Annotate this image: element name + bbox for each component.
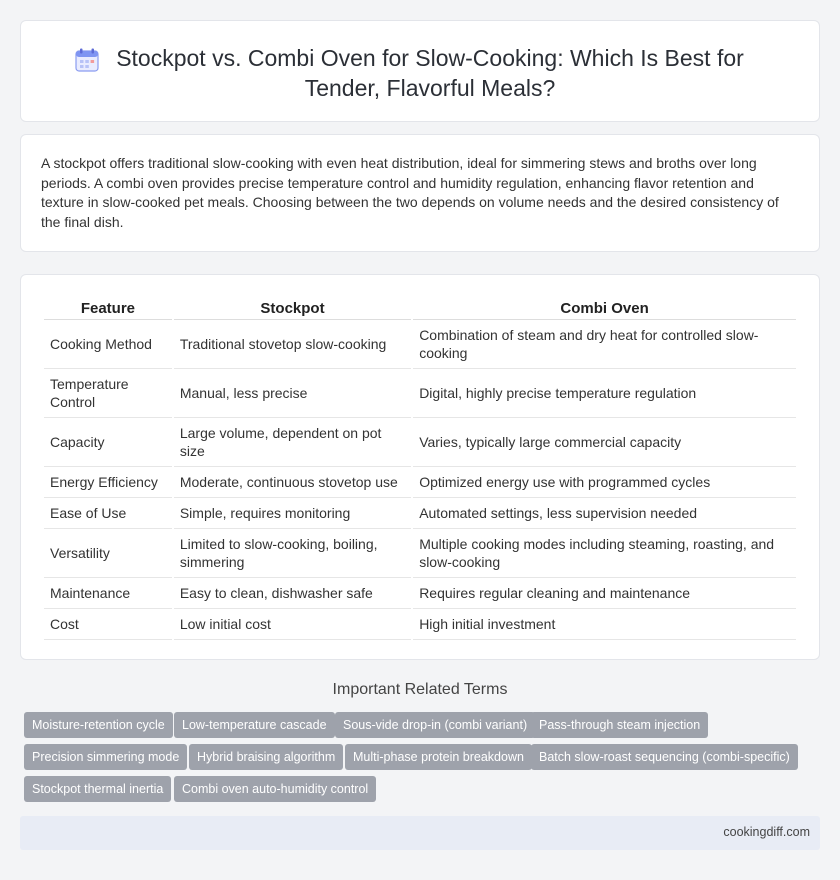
cell-combi-oven: High initial investment (413, 609, 796, 640)
table-row (44, 369, 796, 418)
cell-feature: Maintenance (44, 578, 172, 609)
table-row (44, 529, 796, 578)
term-tag[interactable]: Precision simmering mode (24, 744, 187, 770)
cell-stockpot: Simple, requires monitoring (174, 498, 411, 529)
cell-feature: Temperature Control (44, 369, 172, 418)
term-tag[interactable]: Hybrid braising algorithm (189, 744, 343, 770)
footer (20, 816, 820, 850)
cell-stockpot: Easy to clean, dishwasher safe (174, 578, 411, 609)
table-row (44, 578, 796, 609)
term-tag[interactable]: Multi-phase protein breakdown (345, 744, 532, 770)
cell-combi-oven: Automated settings, less supervision needed (413, 498, 796, 529)
intro-text: A stockpot offers traditional slow-cooking with even heat distribution, ideal for simmering stews and broths over long periods. A combi oven provides precise temperature control and humidity regulation, enhancing flavor retention and texture in slow-cooked pet meals. Choosing between the two depends on volume needs and the desired consistency of the final dish. (41, 155, 779, 230)
comparison-card (20, 274, 820, 660)
term-tag[interactable]: Batch slow-roast sequencing (combi-specific) (531, 744, 798, 770)
cell-combi-oven: Optimized energy use with programmed cycles (413, 467, 796, 498)
header-combi-oven: Combi Oven (413, 295, 796, 320)
page-title: Stockpot vs. Combi Oven for Slow-Cooking: Which Is Best for Tender, Flavorful Meals? (116, 45, 744, 101)
cell-stockpot: Traditional stovetop slow-cooking (174, 320, 411, 369)
cell-stockpot: Large volume, dependent on pot size (174, 418, 411, 467)
cell-combi-oven: Multiple cooking modes including steaming, roasting, and slow-cooking (413, 529, 796, 578)
cell-stockpot: Moderate, continuous stovetop use (174, 467, 411, 498)
cell-feature: Cooking Method (44, 320, 172, 369)
cell-stockpot: Low initial cost (174, 609, 411, 640)
term-tag[interactable]: Moisture-retention cycle (24, 712, 173, 738)
cell-stockpot: Manual, less precise (174, 369, 411, 418)
table-row (44, 609, 796, 640)
term-tag[interactable]: Pass-through steam injection (531, 712, 708, 738)
cell-combi-oven: Digital, highly precise temperature regulation (413, 369, 796, 418)
term-tag[interactable]: Low-temperature cascade (174, 712, 335, 738)
term-tag[interactable]: Combi oven auto-humidity control (174, 776, 376, 802)
footer-site-link[interactable]: cookingdiff.com (723, 825, 810, 839)
table-row (44, 498, 796, 529)
title-card (20, 20, 820, 122)
table-row (44, 467, 796, 498)
cell-feature: Ease of Use (44, 498, 172, 529)
comparison-table (42, 295, 798, 640)
related-terms-title: Important Related Terms (332, 681, 508, 698)
table-header-row (44, 295, 796, 320)
cell-combi-oven: Requires regular cleaning and maintenance (413, 578, 796, 609)
cell-feature: Versatility (44, 529, 172, 578)
header-feature: Feature (44, 295, 172, 320)
table-row (44, 320, 796, 369)
term-tag[interactable]: Stockpot thermal inertia (24, 776, 171, 802)
header-stockpot: Stockpot (174, 295, 411, 320)
cell-feature: Capacity (44, 418, 172, 467)
cell-stockpot: Limited to slow-cooking, boiling, simmering (174, 529, 411, 578)
cell-combi-oven: Combination of steam and dry heat for controlled slow-cooking (413, 320, 796, 369)
cell-combi-oven: Varies, typically large commercial capacity (413, 418, 796, 467)
intro-card (20, 134, 820, 252)
cell-feature: Energy Efficiency (44, 467, 172, 498)
table-row (44, 418, 796, 467)
cell-feature: Cost (44, 609, 172, 640)
term-tag[interactable]: Sous-vide drop-in (combi variant) (335, 712, 535, 738)
